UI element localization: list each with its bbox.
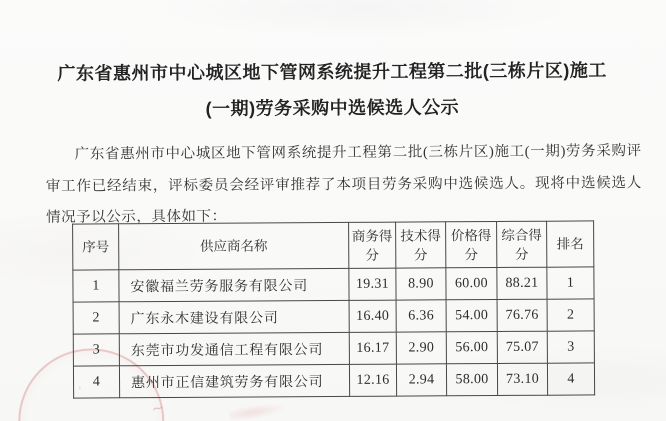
page-title-line1: 广东省惠州市中心城区地下管网系统提升工程第二批(三栋片区)施工 (57, 60, 607, 84)
cell-composite-score: 88.21 (497, 267, 547, 299)
cell-price-score: 56.00 (446, 331, 497, 363)
table-row (73, 363, 594, 398)
page-title (0, 52, 665, 128)
notice-paragraph: 广东省惠州市中心城区地下管网系统提升工程第二批(三栋片区)施工(一期)劳务采购评审工作已经结束，评标委员会经评审推荐了本项目劳务采购中选候选人。现将中选候选人情况予以公示，具体如下： (45, 143, 642, 226)
cell-technical-score: 8.90 (396, 268, 446, 300)
seal-ink-mark: ~ (149, 397, 166, 419)
header-supplier-name: 供应商名称 (119, 222, 349, 269)
cell-serial-number: 2 (73, 302, 119, 334)
cell-business-score: 19.31 (349, 268, 396, 300)
cell-rank: 2 (547, 299, 594, 331)
candidate-score-table (72, 220, 595, 398)
cell-business-score: 12.16 (349, 364, 396, 396)
header-rank: 排名 (547, 221, 594, 267)
cell-rank: 1 (547, 267, 594, 299)
cell-price-score: 58.00 (446, 363, 497, 395)
cell-business-score: 16.40 (349, 300, 396, 332)
seal-ink-smudge (229, 400, 288, 421)
cell-serial-number: 1 (73, 270, 119, 302)
cell-supplier-name: 东莞市功发通信工程有限公司 (119, 332, 349, 365)
table-row (73, 267, 594, 302)
table-header-row (73, 221, 594, 270)
cell-technical-score: 2.90 (396, 332, 446, 364)
header-composite-score: 综合得分 (497, 221, 547, 267)
cell-serial-number: 4 (73, 366, 119, 398)
header-technical-score: 技术得分 (396, 222, 446, 268)
header-serial-number: 序号 (73, 224, 119, 270)
cell-supplier-name: 安徽福兰劳务服务有限公司 (119, 268, 349, 301)
cell-rank: 4 (547, 363, 594, 395)
cell-technical-score: 2.94 (396, 364, 446, 396)
cell-composite-score: 76.76 (497, 299, 547, 331)
cell-business-score: 16.17 (349, 332, 396, 364)
page-title-line2: (一期)劳务采购中选候选人公示 (205, 97, 460, 119)
cell-supplier-name: 惠州市正信建筑劳务有限公司 (119, 364, 349, 397)
cell-rank: 3 (547, 331, 594, 363)
seal-ink-mark: ' (77, 384, 84, 398)
cell-composite-score: 75.07 (497, 331, 547, 363)
cell-supplier-name: 广东永木建设有限公司 (119, 300, 349, 333)
table-row (73, 331, 594, 366)
cell-serial-number: 3 (73, 334, 119, 366)
cell-composite-score: 73.10 (497, 363, 547, 395)
header-price-score: 价格得分 (446, 222, 497, 268)
cell-technical-score: 6.36 (396, 300, 446, 332)
cell-price-score: 54.00 (446, 299, 497, 331)
header-business-score: 商务得分 (349, 222, 396, 268)
cell-price-score: 60.00 (446, 268, 497, 300)
table-row (73, 299, 594, 334)
